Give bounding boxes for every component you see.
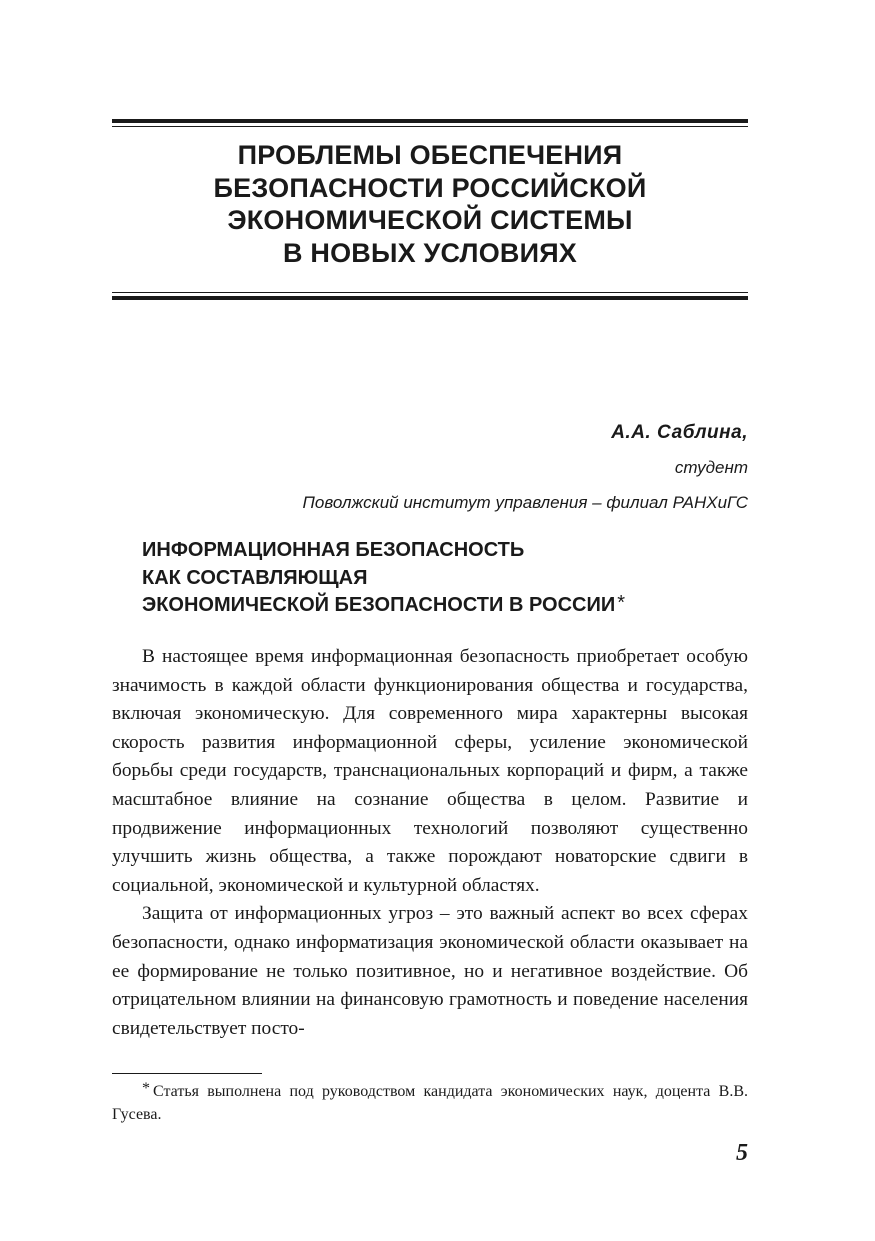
article-title-line-text: ЭКОНОМИЧЕСКОЙ БЕЗОПАСНОСТИ В РОССИИ xyxy=(142,594,616,616)
section-title xyxy=(112,139,748,269)
author-affiliation: Поволжский институт управления – филиал РАНХиГС xyxy=(302,493,748,512)
section-title-line: ПРОБЛЕМЫ ОБЕСПЕЧЕНИЯ xyxy=(237,140,623,170)
article-body xyxy=(112,643,748,1043)
footnote-reference[interactable]: * xyxy=(617,592,626,614)
page-number: 5 xyxy=(736,1140,748,1166)
section-title-line: ЭКОНОМИЧЕСКОЙ СИСТЕМЫ xyxy=(227,205,633,235)
footnote-separator xyxy=(112,1073,262,1074)
header-rule-top xyxy=(112,119,748,127)
section-title-line: БЕЗОПАСНОСТИ РОССИЙСКОЙ xyxy=(213,172,647,203)
author-role: студент xyxy=(674,458,748,477)
article-title xyxy=(142,537,625,620)
paragraph: Защита от информационных угроз – это важный аспект во всех сферах безопасности, однако информатизация экономической области оказывает на ее формирование не только позитивное, но и негативное воздействие. Об отрицательном влиянии на финансовую грамотность и поведение населения свидетельствует посто- xyxy=(112,903,748,1039)
article-title-line xyxy=(142,592,625,620)
header-rule-bottom xyxy=(112,292,748,300)
article-title-line: КАК СОСТАВЛЯЮЩАЯ xyxy=(142,566,368,589)
footnote xyxy=(112,1080,748,1126)
footnote-text: Статья выполнена под руководством кандидата экономических наук, доцента В.В. Гусева. xyxy=(112,1083,748,1123)
paragraph: В настоящее время информационная безопасность приобретает особую значимость в каждой области функционирования общества и государства, включая экономическую. Для современного мира характерны высокая скорость развития информационной сферы, усиление экономической борьбы среди государств, транснациональных корпораций и фирм, а также масштабное влияние на сознание общества в целом. Развитие и продвижение информационных технологий позволяют существенно улучшить жизнь общества, а также порождают новаторские сдвиги в социальной, экономической и культурной областях. xyxy=(112,646,748,896)
author-name: А.А. Саблина, xyxy=(611,422,748,443)
footnote-marker: * xyxy=(142,1080,150,1097)
author-block xyxy=(303,420,748,515)
article-title-line: ИНФОРМАЦИОННАЯ БЕЗОПАСНОСТЬ xyxy=(142,539,525,561)
section-title-line: В НОВЫХ УСЛОВИЯХ xyxy=(282,237,578,268)
